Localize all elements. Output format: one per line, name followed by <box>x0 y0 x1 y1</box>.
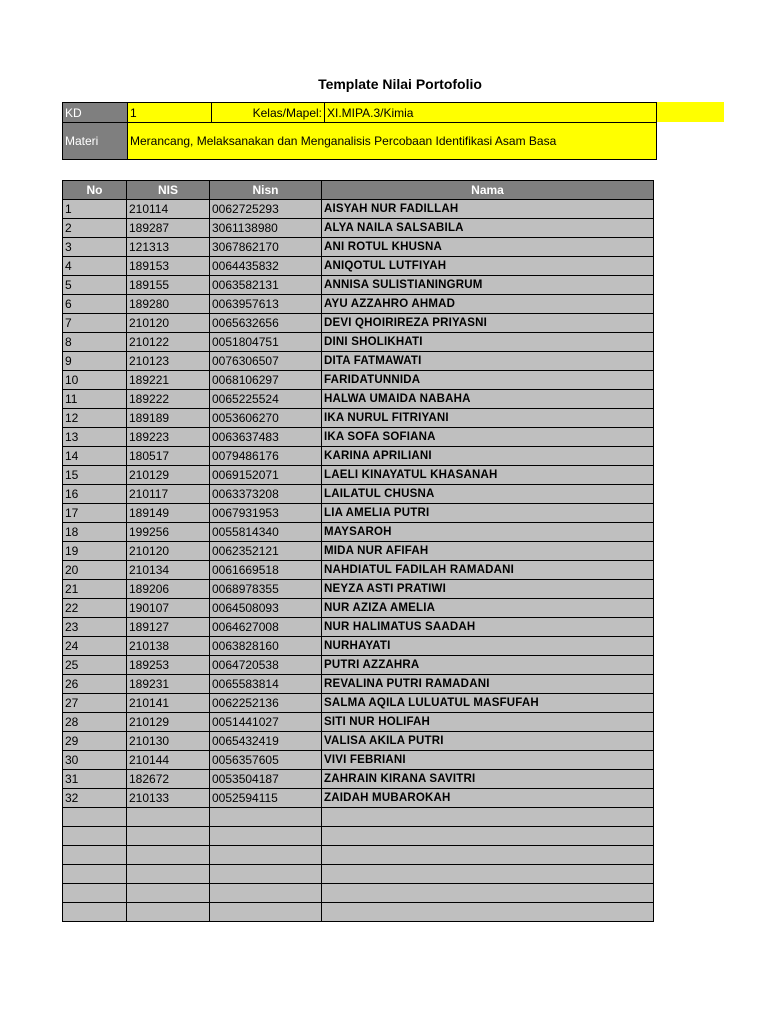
table-row <box>63 827 654 846</box>
kelas-highlight-extension <box>654 102 724 122</box>
cell-nama[interactable]: VIVI FEBRIANI <box>322 751 654 770</box>
cell-nama[interactable]: MAYSAROH <box>322 523 654 542</box>
table-row <box>63 314 654 333</box>
cell-nisn[interactable]: 0062352121 <box>210 542 322 561</box>
cell-nis[interactable]: 189280 <box>127 295 210 314</box>
cell-nisn[interactable]: 0053606270 <box>210 409 322 428</box>
cell-nama[interactable] <box>322 884 654 903</box>
cell-nisn[interactable] <box>210 903 322 922</box>
cell-nisn[interactable]: 0079486176 <box>210 447 322 466</box>
cell-no[interactable]: 28 <box>63 713 127 732</box>
table-row <box>63 447 654 466</box>
cell-no[interactable] <box>63 903 127 922</box>
cell-nisn[interactable]: 0065225524 <box>210 390 322 409</box>
cell-no[interactable] <box>63 827 127 846</box>
cell-nis[interactable]: 182672 <box>127 770 210 789</box>
cell-nis[interactable]: 210129 <box>127 713 210 732</box>
cell-nis[interactable]: 210134 <box>127 561 210 580</box>
table-row <box>63 884 654 903</box>
table-row <box>63 732 654 751</box>
cell-nama[interactable]: HALWA UMAIDA NABAHA <box>322 390 654 409</box>
cell-nis[interactable]: 210117 <box>127 485 210 504</box>
cell-no[interactable] <box>63 865 127 884</box>
cell-nama[interactable]: LAILATUL CHUSNA <box>322 485 654 504</box>
cell-nis[interactable]: 189149 <box>127 504 210 523</box>
cell-nis[interactable]: 210129 <box>127 466 210 485</box>
cell-nis[interactable]: 190107 <box>127 599 210 618</box>
cell-nama[interactable]: VALISA AKILA PUTRI <box>322 732 654 751</box>
table-row <box>63 618 654 637</box>
table-row <box>63 371 654 390</box>
materi-value[interactable]: Merancang, Melaksanakan dan Menganalisis Percobaan Identifikasi Asam Basa <box>128 123 657 160</box>
cell-no[interactable]: 9 <box>63 352 127 371</box>
cell-no[interactable] <box>63 808 127 827</box>
cell-nis[interactable]: 189155 <box>127 276 210 295</box>
table-row <box>63 200 654 219</box>
cell-nis[interactable] <box>127 884 210 903</box>
cell-nis[interactable]: 189222 <box>127 390 210 409</box>
cell-no[interactable]: 8 <box>63 333 127 352</box>
cell-no[interactable]: 26 <box>63 675 127 694</box>
cell-no[interactable]: 6 <box>63 295 127 314</box>
cell-nama[interactable]: NUR AZIZA AMELIA <box>322 599 654 618</box>
cell-nama[interactable]: LIA AMELIA PUTRI <box>322 504 654 523</box>
cell-nis[interactable] <box>127 808 210 827</box>
table-row <box>63 808 654 827</box>
materi-label: Materi <box>63 123 128 160</box>
cell-nisn[interactable] <box>210 827 322 846</box>
table-row <box>63 276 654 295</box>
cell-nisn[interactable]: 0052594115 <box>210 789 322 808</box>
column-header-nisn: Nisn <box>210 181 322 200</box>
cell-nis[interactable]: 189206 <box>127 580 210 599</box>
cell-nisn[interactable]: 0062725293 <box>210 200 322 219</box>
cell-nisn[interactable]: 0064627008 <box>210 618 322 637</box>
cell-nisn[interactable]: 0064720538 <box>210 656 322 675</box>
cell-no[interactable]: 11 <box>63 390 127 409</box>
cell-nama[interactable] <box>322 846 654 865</box>
cell-no[interactable]: 13 <box>63 428 127 447</box>
cell-no[interactable]: 3 <box>63 238 127 257</box>
cell-nisn[interactable]: 0069152071 <box>210 466 322 485</box>
cell-no[interactable]: 20 <box>63 561 127 580</box>
cell-nama[interactable]: NUR HALIMATUS SAADAH <box>322 618 654 637</box>
table-row <box>63 466 654 485</box>
cell-nama[interactable] <box>322 903 654 922</box>
cell-nisn[interactable]: 0062252136 <box>210 694 322 713</box>
cell-nisn[interactable]: 0065583814 <box>210 675 322 694</box>
cell-nama[interactable]: FARIDATUNNIDA <box>322 371 654 390</box>
cell-nis[interactable]: 189231 <box>127 675 210 694</box>
cell-no[interactable]: 24 <box>63 637 127 656</box>
cell-no[interactable]: 23 <box>63 618 127 637</box>
cell-nama[interactable]: SITI NUR HOLIFAH <box>322 713 654 732</box>
cell-nis[interactable]: 189221 <box>127 371 210 390</box>
kd-label: KD <box>63 103 128 123</box>
cell-no[interactable]: 1 <box>63 200 127 219</box>
cell-nama[interactable]: NURHAYATI <box>322 637 654 656</box>
cell-nisn[interactable] <box>210 846 322 865</box>
kelas-label: Kelas/Mapel: <box>212 103 325 123</box>
cell-nama[interactable]: AYU AZZAHRO AHMAD <box>322 295 654 314</box>
cell-nisn[interactable]: 0063828160 <box>210 637 322 656</box>
table-row <box>63 789 654 808</box>
cell-nis[interactable]: 210120 <box>127 542 210 561</box>
table-row <box>63 580 654 599</box>
table-row <box>63 675 654 694</box>
cell-nis[interactable]: 210144 <box>127 751 210 770</box>
column-header-nama: Nama <box>322 181 654 200</box>
cell-nama[interactable]: LAELI KINAYATUL KHASANAH <box>322 466 654 485</box>
table-row <box>63 751 654 770</box>
cell-nama[interactable]: PUTRI AZZAHRA <box>322 656 654 675</box>
cell-nis[interactable] <box>127 827 210 846</box>
table-row <box>63 428 654 447</box>
cell-nis[interactable]: 189253 <box>127 656 210 675</box>
kelas-value[interactable]: XI.MIPA.3/Kimia <box>325 103 657 123</box>
header-info-table <box>62 102 657 160</box>
cell-nama[interactable] <box>322 827 654 846</box>
cell-nis[interactable]: 210122 <box>127 333 210 352</box>
cell-nis[interactable]: 189189 <box>127 409 210 428</box>
cell-no[interactable]: 15 <box>63 466 127 485</box>
table-row <box>63 257 654 276</box>
cell-no[interactable]: 7 <box>63 314 127 333</box>
cell-nisn[interactable]: 0067931953 <box>210 504 322 523</box>
cell-nama[interactable]: ANIQOTUL LUTFIYAH <box>322 257 654 276</box>
cell-no[interactable] <box>63 846 127 865</box>
table-row <box>63 238 654 257</box>
cell-nisn[interactable]: 0065632656 <box>210 314 322 333</box>
table-row <box>63 219 654 238</box>
cell-nama[interactable]: NAHDIATUL FADILAH RAMADANI <box>322 561 654 580</box>
cell-nama[interactable]: DITA FATMAWATI <box>322 352 654 371</box>
cell-nama[interactable]: AISYAH NUR FADILLAH <box>322 200 654 219</box>
kd-value[interactable]: 1 <box>128 103 212 123</box>
cell-nama[interactable]: DEVI QHOIRIREZA PRIYASNI <box>322 314 654 333</box>
cell-no[interactable]: 2 <box>63 219 127 238</box>
cell-nis[interactable]: 210114 <box>127 200 210 219</box>
cell-nis[interactable] <box>127 903 210 922</box>
cell-no[interactable]: 5 <box>63 276 127 295</box>
cell-nisn[interactable] <box>210 884 322 903</box>
cell-nisn[interactable]: 3067862170 <box>210 238 322 257</box>
cell-nisn[interactable] <box>210 865 322 884</box>
table-row <box>63 523 654 542</box>
cell-nama[interactable]: SALMA AQILA LULUATUL MASFUFAH <box>322 694 654 713</box>
table-row <box>63 504 654 523</box>
cell-nama[interactable]: DINI SHOLIKHATI <box>322 333 654 352</box>
cell-no[interactable]: 16 <box>63 485 127 504</box>
table-row <box>63 903 654 922</box>
table-row <box>63 770 654 789</box>
cell-no[interactable]: 12 <box>63 409 127 428</box>
cell-no[interactable]: 29 <box>63 732 127 751</box>
cell-no[interactable]: 22 <box>63 599 127 618</box>
cell-nisn[interactable]: 0065432419 <box>210 732 322 751</box>
cell-nama[interactable]: IKA NURUL FITRIYANI <box>322 409 654 428</box>
column-header-nis: NIS <box>127 181 210 200</box>
cell-no[interactable]: 4 <box>63 257 127 276</box>
cell-no[interactable]: 32 <box>63 789 127 808</box>
cell-nama[interactable]: ZAIDAH MUBAROKAH <box>322 789 654 808</box>
cell-no[interactable]: 27 <box>63 694 127 713</box>
cell-nisn[interactable]: 3061138980 <box>210 219 322 238</box>
table-row <box>63 333 654 352</box>
table-row <box>63 561 654 580</box>
cell-nisn[interactable]: 0063957613 <box>210 295 322 314</box>
table-row <box>63 637 654 656</box>
cell-nis[interactable]: 121313 <box>127 238 210 257</box>
cell-nama[interactable]: REVALINA PUTRI RAMADANI <box>322 675 654 694</box>
cell-nama[interactable] <box>322 808 654 827</box>
cell-nis[interactable]: 210130 <box>127 732 210 751</box>
cell-nis[interactable]: 189287 <box>127 219 210 238</box>
cell-nis[interactable]: 189153 <box>127 257 210 276</box>
cell-nisn[interactable]: 0051804751 <box>210 333 322 352</box>
cell-nama[interactable]: ZAHRAIN KIRANA SAVITRI <box>322 770 654 789</box>
table-row <box>63 846 654 865</box>
cell-nama[interactable]: KARINA APRILIANI <box>322 447 654 466</box>
table-row <box>63 542 654 561</box>
student-table <box>62 180 654 922</box>
cell-nis[interactable]: 210120 <box>127 314 210 333</box>
cell-nama[interactable]: ALYA NAILA SALSABILA <box>322 219 654 238</box>
cell-nis[interactable]: 210141 <box>127 694 210 713</box>
cell-no[interactable]: 14 <box>63 447 127 466</box>
cell-nama[interactable]: NEYZA ASTI PRATIWI <box>322 580 654 599</box>
cell-no[interactable]: 25 <box>63 656 127 675</box>
table-row <box>63 713 654 732</box>
cell-nisn[interactable]: 0064435832 <box>210 257 322 276</box>
table-row <box>63 352 654 371</box>
cell-no[interactable]: 10 <box>63 371 127 390</box>
cell-nisn[interactable]: 0076306507 <box>210 352 322 371</box>
cell-nisn[interactable]: 0055814340 <box>210 523 322 542</box>
cell-nisn[interactable] <box>210 808 322 827</box>
table-row <box>63 656 654 675</box>
cell-nis[interactable]: 210133 <box>127 789 210 808</box>
table-row <box>63 599 654 618</box>
table-row <box>63 694 654 713</box>
cell-nama[interactable]: ANI ROTUL KHUSNA <box>322 238 654 257</box>
cell-nisn[interactable]: 0063637483 <box>210 428 322 447</box>
cell-nis[interactable]: 189223 <box>127 428 210 447</box>
table-row <box>63 390 654 409</box>
cell-no[interactable]: 21 <box>63 580 127 599</box>
table-row <box>63 485 654 504</box>
cell-nisn[interactable]: 0063582131 <box>210 276 322 295</box>
cell-no[interactable]: 31 <box>63 770 127 789</box>
cell-nis[interactable]: 189127 <box>127 618 210 637</box>
cell-nis[interactable]: 210123 <box>127 352 210 371</box>
cell-nis[interactable]: 180517 <box>127 447 210 466</box>
cell-nisn[interactable]: 0068978355 <box>210 580 322 599</box>
cell-no[interactable]: 19 <box>63 542 127 561</box>
cell-nisn[interactable]: 0051441027 <box>210 713 322 732</box>
table-row <box>63 409 654 428</box>
cell-nama[interactable]: IKA SOFA SOFIANA <box>322 428 654 447</box>
cell-nama[interactable] <box>322 865 654 884</box>
column-header-no: No <box>63 181 127 200</box>
table-row <box>63 295 654 314</box>
cell-nisn[interactable]: 0063373208 <box>210 485 322 504</box>
table-row <box>63 865 654 884</box>
cell-nis[interactable] <box>127 846 210 865</box>
cell-nama[interactable]: ANNISA SULISTIANINGRUM <box>322 276 654 295</box>
cell-nisn[interactable]: 0068106297 <box>210 371 322 390</box>
cell-nis[interactable]: 210138 <box>127 637 210 656</box>
cell-nama[interactable]: MIDA NUR AFIFAH <box>322 542 654 561</box>
cell-nisn[interactable]: 0064508093 <box>210 599 322 618</box>
cell-nis[interactable]: 199256 <box>127 523 210 542</box>
cell-nis[interactable] <box>127 865 210 884</box>
cell-no[interactable] <box>63 884 127 903</box>
cell-nisn[interactable]: 0061669518 <box>210 561 322 580</box>
cell-nisn[interactable]: 0053504187 <box>210 770 322 789</box>
cell-nisn[interactable]: 0056357605 <box>210 751 322 770</box>
cell-no[interactable]: 18 <box>63 523 127 542</box>
page-title: Template Nilai Portofolio <box>318 76 482 92</box>
cell-no[interactable]: 30 <box>63 751 127 770</box>
cell-no[interactable]: 17 <box>63 504 127 523</box>
